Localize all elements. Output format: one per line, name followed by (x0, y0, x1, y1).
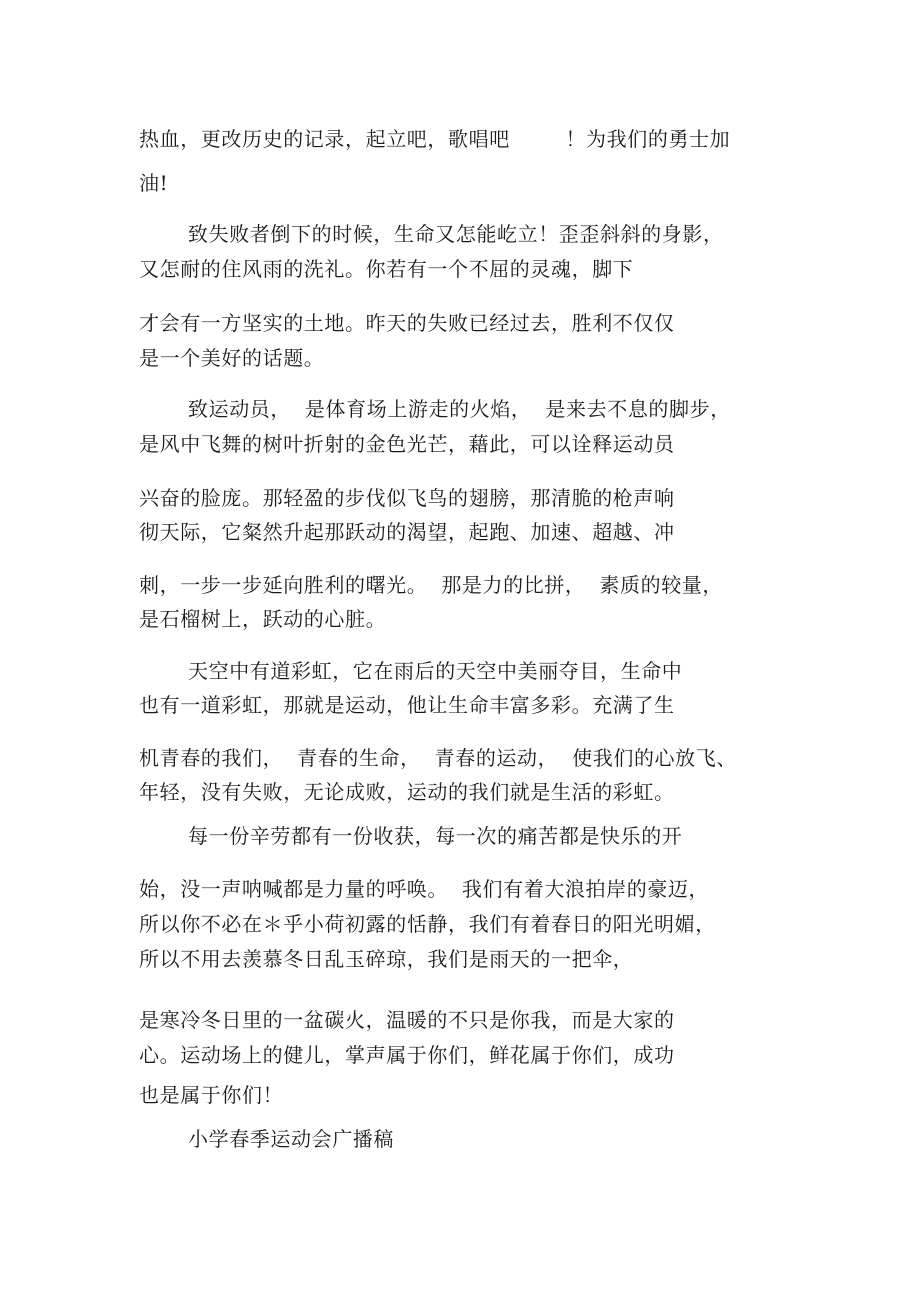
text-line: 又怎耐的住风雨的洗礼。你若有一个不屈的灵魂，脚下 (139, 257, 634, 281)
text-line: 致失败者倒下的时候，生命又怎能屹立！歪歪斜斜的身影， (188, 222, 724, 246)
text-line: 始，没一声呐喊都是力量的呼唤。 我们有着大浪拍岸的豪迈， (139, 877, 710, 901)
text-line: 机青春的我们， 青春的生命， 青春的运动， 使我们的心放飞、 (139, 746, 737, 770)
text-line: 年轻，没有失败，无论成败，运动的我们就是生活的彩虹。 (139, 780, 675, 804)
text-line: 彻天际，它粲然升起那跃动的渴望，起跑、加速、超越、冲 (139, 520, 675, 544)
text-line: 也是属于你们！ (139, 1083, 284, 1107)
text-line: 热血，更改历史的记录，起立吧，歌唱吧 ！为我们的勇士加 (139, 127, 731, 151)
text-line: 每一份辛劳都有一份收获，每一次的痛苦都是快乐的开 (188, 824, 683, 848)
text-line: 油! (139, 171, 169, 195)
text-line: 天空中有道彩虹，它在雨后的天空中美丽夺目，生命中 (188, 659, 683, 683)
document-title: 小学春季运动会广播稿 (188, 1127, 394, 1151)
text-line: 是寒冷冬日里的一盆碳火，温暖的不只是你我，而是大家的 (139, 1008, 675, 1032)
text-line: 致运动员， 是体育场上游走的火焰， 是来去不息的脚步， (188, 397, 731, 421)
text-line: 是风中飞舞的树叶折射的金色光芒，藉此，可以诠释运动员 (139, 432, 675, 456)
text-line: 是一个美好的话题。 (139, 346, 325, 370)
text-line: 所以你不必在＊乎小荷初露的恬静，我们有着春日的阳光明媚， (139, 912, 716, 936)
text-line: 心。运动场上的健儿，掌声属于你们，鲜花属于你们，成功 (139, 1043, 675, 1067)
text-line: 兴奋的脸庞。那轻盈的步伐似飞鸟的翅膀，那清脆的枪声响 (139, 486, 675, 510)
text-line: 也有一道彩虹，那就是运动，他让生命丰富多彩。充满了生 (139, 693, 675, 717)
text-line: 是石榴树上，跃动的心脏。 (139, 607, 387, 631)
text-line: 刺，一步一步延向胜利的曙光。 那是力的比拼， 素质的较量， (139, 573, 724, 597)
text-line: 所以不用去羡慕冬日乱玉碎琼，我们是雨天的一把伞， (139, 947, 634, 971)
text-line: 才会有一方坚实的土地。昨天的失败已经过去，胜利不仅仅 (139, 311, 675, 335)
